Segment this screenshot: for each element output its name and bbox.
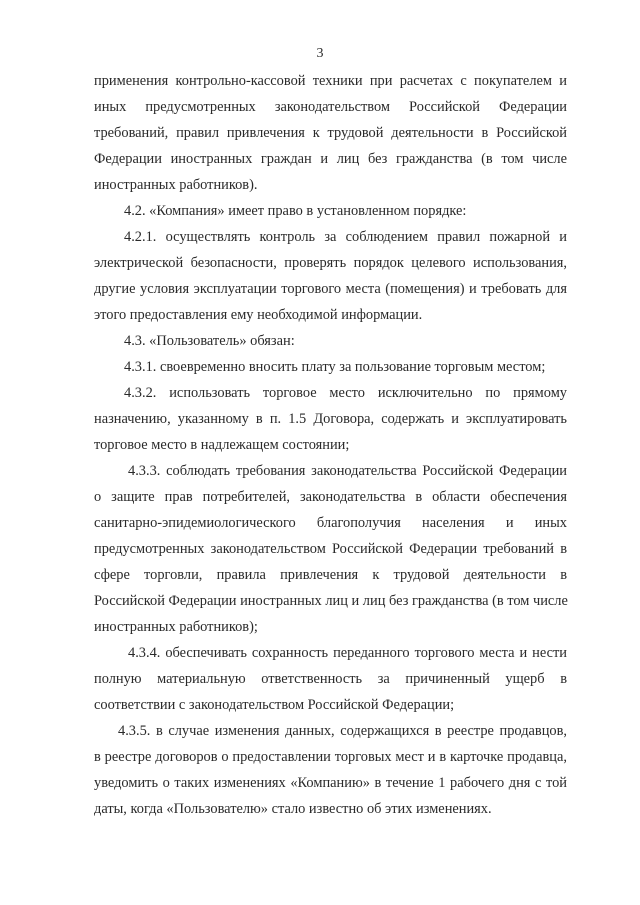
text-line: другие условия эксплуатации торгового места (помещения) и требовать для bbox=[94, 281, 567, 297]
text-line: требований, правил привлечения к трудовой деятельности в Российской bbox=[94, 125, 567, 141]
text-line: санитарно-эпидемиологического благополучия населения и иных bbox=[94, 515, 567, 531]
text-line: 4.3. «Пользователь» обязан: bbox=[124, 333, 295, 349]
text-line: назначению, указанному в п. 1.5 Договора, содержать и эксплуатировать bbox=[94, 411, 567, 427]
text-line: Российской Федерации иностранных лиц и лиц без гражданства (в том числе bbox=[94, 593, 568, 609]
text-line: иностранных работников); bbox=[94, 619, 258, 635]
text-line: о защите прав потребителей, законодательства в области обеспечения bbox=[94, 489, 567, 505]
text-line: Федерации иностранных граждан и лиц без гражданства (в том числе bbox=[94, 151, 567, 167]
text-line: 4.2. «Компания» имеет право в установленном порядке: bbox=[124, 203, 467, 219]
text-line: 4.3.2. использовать торговое место исключительно по прямому bbox=[124, 385, 567, 401]
text-line: электрической безопасности, проверять порядок целевого использования, bbox=[94, 255, 567, 271]
text-line: 4.3.3. соблюдать требования законодательства Российской Федерации bbox=[128, 463, 567, 479]
text-line: в реестре договоров о предоставлении торговых мест и в карточке продавца, bbox=[94, 749, 567, 765]
text-line: уведомить о таких изменениях «Компанию» в течение 1 рабочего дня с той bbox=[94, 775, 567, 791]
text-line: иных предусмотренных законодательством Российской Федерации bbox=[94, 99, 567, 115]
text-line: даты, когда «Пользователю» стало известно об этих изменениях. bbox=[94, 801, 492, 817]
text-line: торговое место в надлежащем состоянии; bbox=[94, 437, 350, 453]
text-line: соответствии с законодательством Российской Федерации; bbox=[94, 697, 455, 713]
text-line: 4.2.1. осуществлять контроль за соблюдением правил пожарной и bbox=[124, 229, 567, 245]
text-line: 4.3.4. обеспечивать сохранность переданного торгового места и нести bbox=[128, 645, 567, 661]
text-line: полную материальную ответственность за причиненный ущерб в bbox=[94, 671, 567, 687]
text-line: 4.3.1. своевременно вносить плату за пользование торговым местом; bbox=[124, 359, 546, 375]
text-line: этого предоставления ему необходимой информации. bbox=[94, 307, 423, 323]
text-line: 4.3.5. в случае изменения данных, содержащихся в реестре продавцов, bbox=[118, 723, 567, 739]
text-line: предусмотренных законодательством Российской Федерации требований в bbox=[94, 541, 567, 557]
page-number: 3 bbox=[316, 46, 324, 61]
text-line: иностранных работников). bbox=[94, 177, 258, 193]
text-line: применения контрольно-кассовой техники при расчетах с покупателем и bbox=[94, 73, 567, 89]
text-line: сфере торговли, правила привлечения к трудовой деятельности в bbox=[94, 567, 567, 583]
